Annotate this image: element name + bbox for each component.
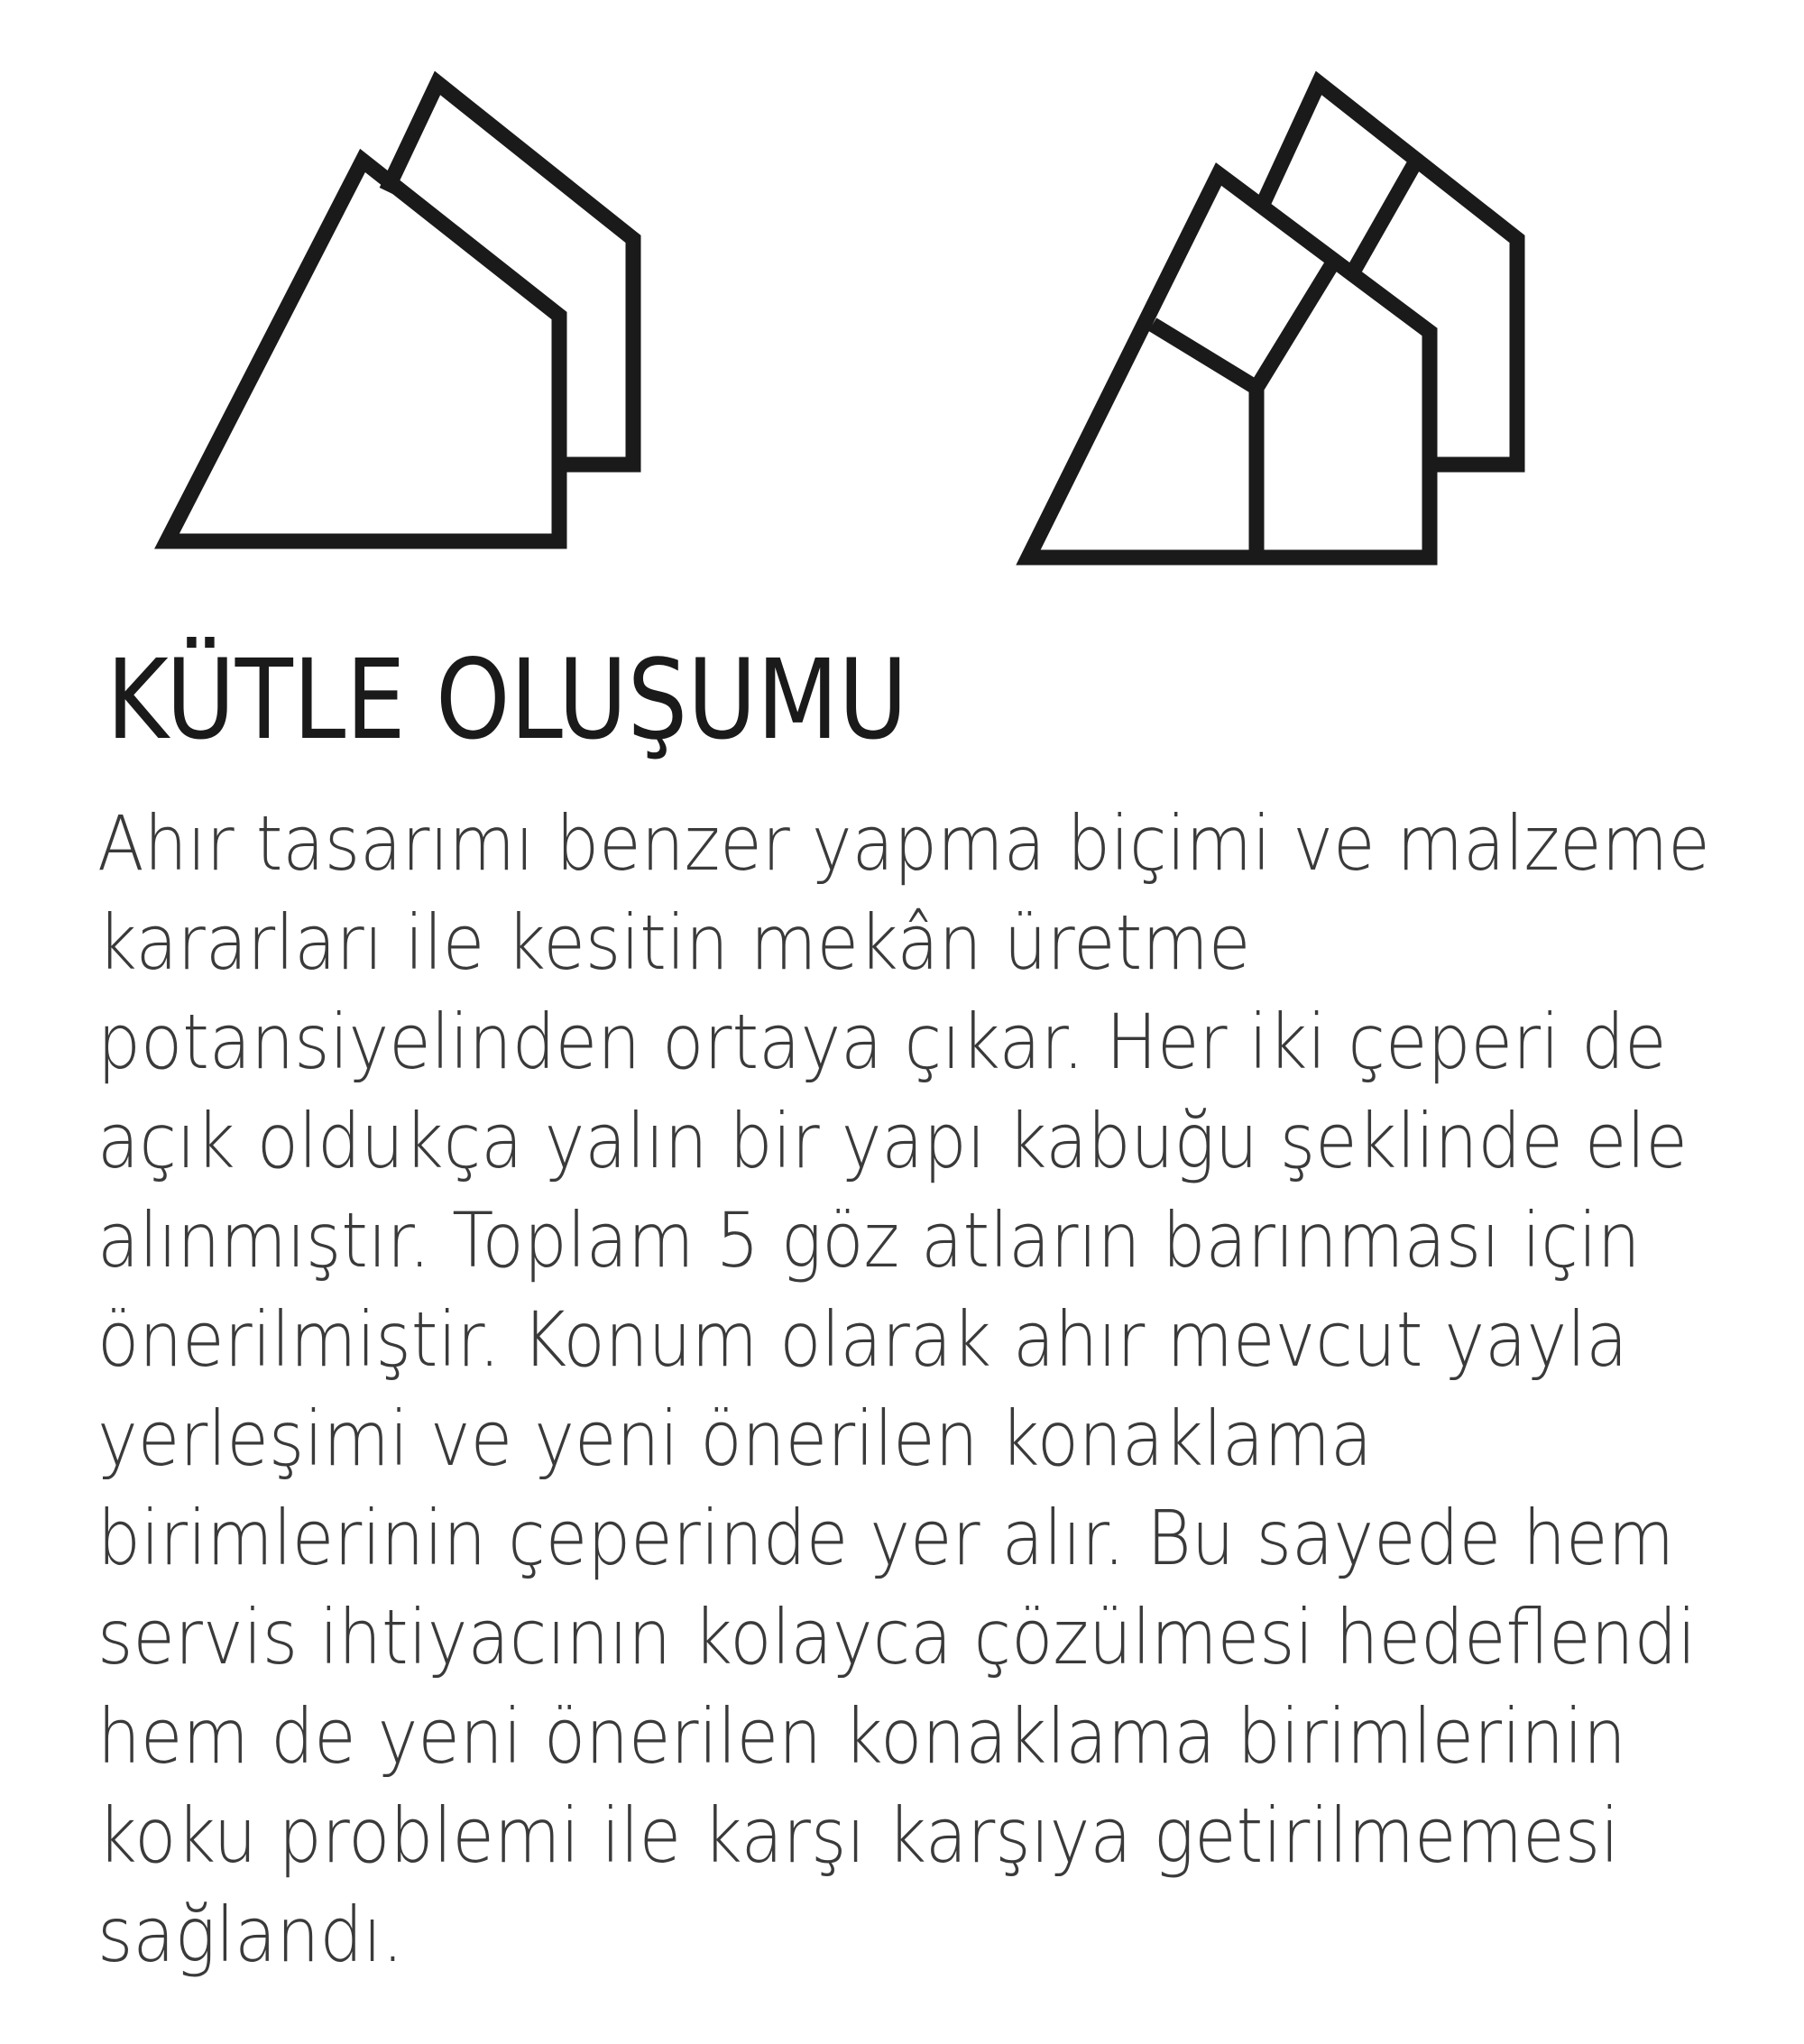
paragraph-line: önerilmiştir. Konum olarak ahır mevcut yayla: [97, 1295, 1628, 1384]
right-rear-mass-division: [1355, 164, 1414, 269]
description-paragraph: [97, 794, 1793, 1984]
paragraph-line: açık oldukça yalın bir yapı kabuğu şeklinde ele: [97, 1097, 1688, 1185]
paragraph-line: alınmıştır. Toplam 5 göz atların barınması için: [97, 1196, 1641, 1284]
paragraph-line: servis ihtiyacının kolayca çözülmesi hedeflendi: [97, 1593, 1697, 1681]
paragraph-line: birimlerinin çeperinde yer alır. Bu sayede hem: [97, 1494, 1675, 1582]
mass-formation-diagram: [0, 0, 1804, 595]
mass-diagram-right: [1028, 83, 1517, 557]
paragraph-line: Ahır tasarımı benzer yapma biçimi ve malzeme: [97, 799, 1710, 888]
right-front-mass-divisions: [1159, 267, 1330, 388]
section-title: KÜTLE OLUŞUMU: [106, 636, 908, 764]
mass-diagram-left: [167, 83, 633, 541]
paragraph-line: koku problemi ile karşı karşıya getirilmemesi: [97, 1791, 1620, 1880]
right-rear-mass-outline: [1265, 83, 1517, 465]
paragraph-line: potansiyelinden ortaya çıkar. Her iki çeperi de: [97, 998, 1667, 1086]
paragraph-line: yerleşimi ve yeni önerilen konaklama: [97, 1395, 1373, 1483]
paragraph-line: kararları ile kesitin mekân üretme: [97, 898, 1251, 987]
paragraph-line: hem de yeni önerilen konaklama birimlerinin: [97, 1692, 1626, 1781]
paragraph-line: sağlandı.: [97, 1891, 404, 1979]
left-front-mass-outline: [167, 161, 559, 541]
